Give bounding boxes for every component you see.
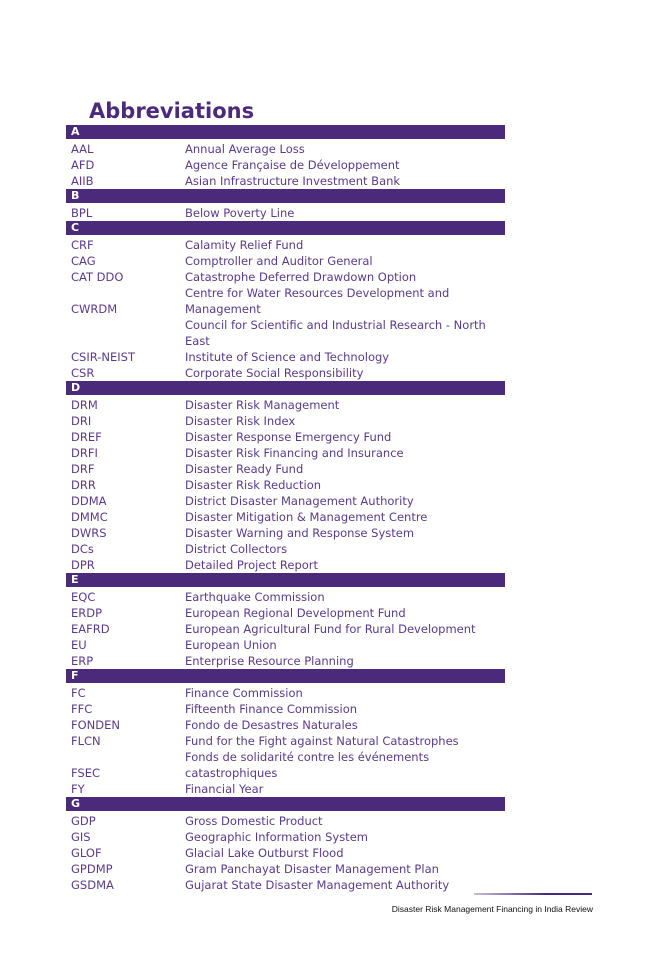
table-row <box>66 285 505 317</box>
definition-cell: Fifteenth Finance Commission <box>185 702 358 716</box>
abbreviation-cell: GDP <box>71 814 96 828</box>
abbreviation-cell: DRF <box>71 462 95 476</box>
abbreviation-cell: DWRS <box>71 526 107 540</box>
table-row <box>66 701 505 717</box>
table-row <box>66 413 505 429</box>
abbreviation-cell: FY <box>71 782 85 796</box>
table-row <box>66 621 505 637</box>
abbreviation-cell: GSDMA <box>71 878 114 892</box>
definition-cell: Disaster Risk Financing and Insurance <box>185 446 404 460</box>
abbreviation-cell: CWRDM <box>71 302 118 316</box>
table-row <box>66 445 505 461</box>
definition-cell: Gross Domestic Product <box>185 814 323 828</box>
definition-cell: Disaster Risk Management <box>185 398 340 412</box>
table-row <box>66 237 505 253</box>
table-row <box>66 173 505 189</box>
definition-cell: Enterprise Resource Planning <box>185 654 354 668</box>
table-row <box>66 541 505 557</box>
definition-cell: Disaster Mitigation & Management Centre <box>185 510 428 524</box>
abbreviation-cell: ERP <box>71 654 94 668</box>
table-row <box>66 205 505 221</box>
abbreviation-cell: DRFI <box>71 446 98 460</box>
definition-cell: European Regional Development Fund <box>185 606 406 620</box>
abbreviation-cell: CAT DDO <box>71 270 124 284</box>
table-row <box>66 477 505 493</box>
definition-cell: Below Poverty Line <box>185 206 295 220</box>
table-row <box>66 365 505 381</box>
table-row <box>66 589 505 605</box>
abbreviation-cell: DCs <box>71 542 94 556</box>
table-row <box>66 637 505 653</box>
definition-cell: Council for Scientific and Industrial Research - North East Institute of Science and Technology <box>185 318 486 364</box>
definition-cell: District Collectors <box>185 542 288 556</box>
abbreviation-cell: BPL <box>71 206 93 220</box>
abbreviation-cell: GIS <box>71 830 91 844</box>
definition-cell: Comptroller and Auditor General <box>185 254 373 268</box>
table-row <box>66 845 505 861</box>
definition-cell: Fund for the Fight against Natural Catastrophes <box>185 734 459 748</box>
abbreviation-cell: DDMA <box>71 494 107 508</box>
abbreviation-cell: EU <box>71 638 87 652</box>
definition-cell: Glacial Lake Outburst Flood <box>185 846 344 860</box>
abbreviation-cell: AAL <box>71 142 94 156</box>
definition-cell: Detailed Project Report <box>185 558 319 572</box>
section-header: A <box>66 125 505 139</box>
abbreviation-cell: DPR <box>71 558 95 572</box>
definition-cell: Gujarat State Disaster Management Authority <box>185 878 450 892</box>
table-row <box>66 877 505 893</box>
table-row <box>66 317 505 365</box>
definition-cell: Asian Infrastructure Investment Bank <box>185 174 401 188</box>
abbreviation-cell: GLOF <box>71 846 102 860</box>
definition-cell: Disaster Risk Reduction <box>185 478 322 492</box>
abbreviation-cell: EAFRD <box>71 622 110 636</box>
section-header: D <box>66 381 505 395</box>
section-header: F <box>66 669 505 683</box>
table-row <box>66 509 505 525</box>
abbreviations-table <box>66 125 505 893</box>
definition-cell: District Disaster Management Authority <box>185 494 414 508</box>
definition-cell: Annual Average Loss <box>185 142 305 156</box>
definition-cell: Earthquake Commission <box>185 590 325 604</box>
abbreviation-cell: FFC <box>71 702 93 716</box>
table-row <box>66 461 505 477</box>
abbreviation-cell: DRI <box>71 414 92 428</box>
abbreviation-cell: EQC <box>71 590 96 604</box>
footer-text: Disaster Risk Management Financing in India Review <box>391 904 593 914</box>
definition-cell: Calamity Relief Fund <box>185 238 304 252</box>
page-title: Abbreviations <box>89 99 255 123</box>
table-row <box>66 813 505 829</box>
table-row <box>66 157 505 173</box>
definition-cell: Gram Panchayat Disaster Management Plan <box>185 862 439 876</box>
abbreviation-cell: AFD <box>71 158 95 172</box>
abbreviation-cell: DRM <box>71 398 98 412</box>
table-row <box>66 781 505 797</box>
abbreviation-cell: FC <box>71 686 86 700</box>
table-row <box>66 829 505 845</box>
footer-divider <box>474 893 592 895</box>
abbreviation-cell: CSIR-NEIST <box>71 350 135 364</box>
abbreviation-cell: AIIB <box>71 174 94 188</box>
definition-cell: Fonds de solidarité contre les événements catastrophiques <box>185 750 430 780</box>
table-row <box>66 749 505 781</box>
abbreviation-cell: CAG <box>71 254 96 268</box>
definition-cell: Corporate Social Responsibility <box>185 366 364 380</box>
definition-cell: Fondo de Desastres Naturales <box>185 718 358 732</box>
table-row <box>66 253 505 269</box>
table-row <box>66 685 505 701</box>
table-row <box>66 269 505 285</box>
definition-cell: Geographic Information System <box>185 830 368 844</box>
section-header: E <box>66 573 505 587</box>
abbreviation-cell: ERDP <box>71 606 103 620</box>
table-row <box>66 429 505 445</box>
definition-cell: Disaster Response Emergency Fund <box>185 430 392 444</box>
abbreviation-cell: FSEC <box>71 766 101 780</box>
abbreviation-cell: CRF <box>71 238 94 252</box>
section-header: C <box>66 221 505 235</box>
definition-cell: Disaster Risk Index <box>185 414 296 428</box>
abbreviation-cell: DREF <box>71 430 102 444</box>
table-row <box>66 493 505 509</box>
table-row <box>66 605 505 621</box>
abbreviation-cell: GPDMP <box>71 862 113 876</box>
definition-cell: Finance Commission <box>185 686 303 700</box>
definition-cell: Catastrophe Deferred Drawdown Option <box>185 270 417 284</box>
definition-cell: Disaster Warning and Response System <box>185 526 415 540</box>
definition-cell: Centre for Water Resources Development and Management <box>185 286 450 316</box>
definition-cell: European Agricultural Fund for Rural Development <box>185 622 476 636</box>
table-row <box>66 733 505 749</box>
table-row <box>66 141 505 157</box>
table-row <box>66 861 505 877</box>
abbreviation-cell: CSR <box>71 366 95 380</box>
abbreviation-cell: FONDEN <box>71 718 120 732</box>
definition-cell: Disaster Ready Fund <box>185 462 304 476</box>
table-row <box>66 397 505 413</box>
table-row <box>66 557 505 573</box>
section-header: G <box>66 797 505 811</box>
table-row <box>66 525 505 541</box>
table-row <box>66 717 505 733</box>
definition-cell: Financial Year <box>185 782 264 796</box>
abbreviation-cell: DRR <box>71 478 96 492</box>
table-row <box>66 653 505 669</box>
definition-cell: Agence Française de Développement <box>185 158 400 172</box>
abbreviation-cell: DMMC <box>71 510 108 524</box>
abbreviation-cell: FLCN <box>71 734 101 748</box>
section-header: B <box>66 189 505 203</box>
definition-cell: European Union <box>185 638 277 652</box>
